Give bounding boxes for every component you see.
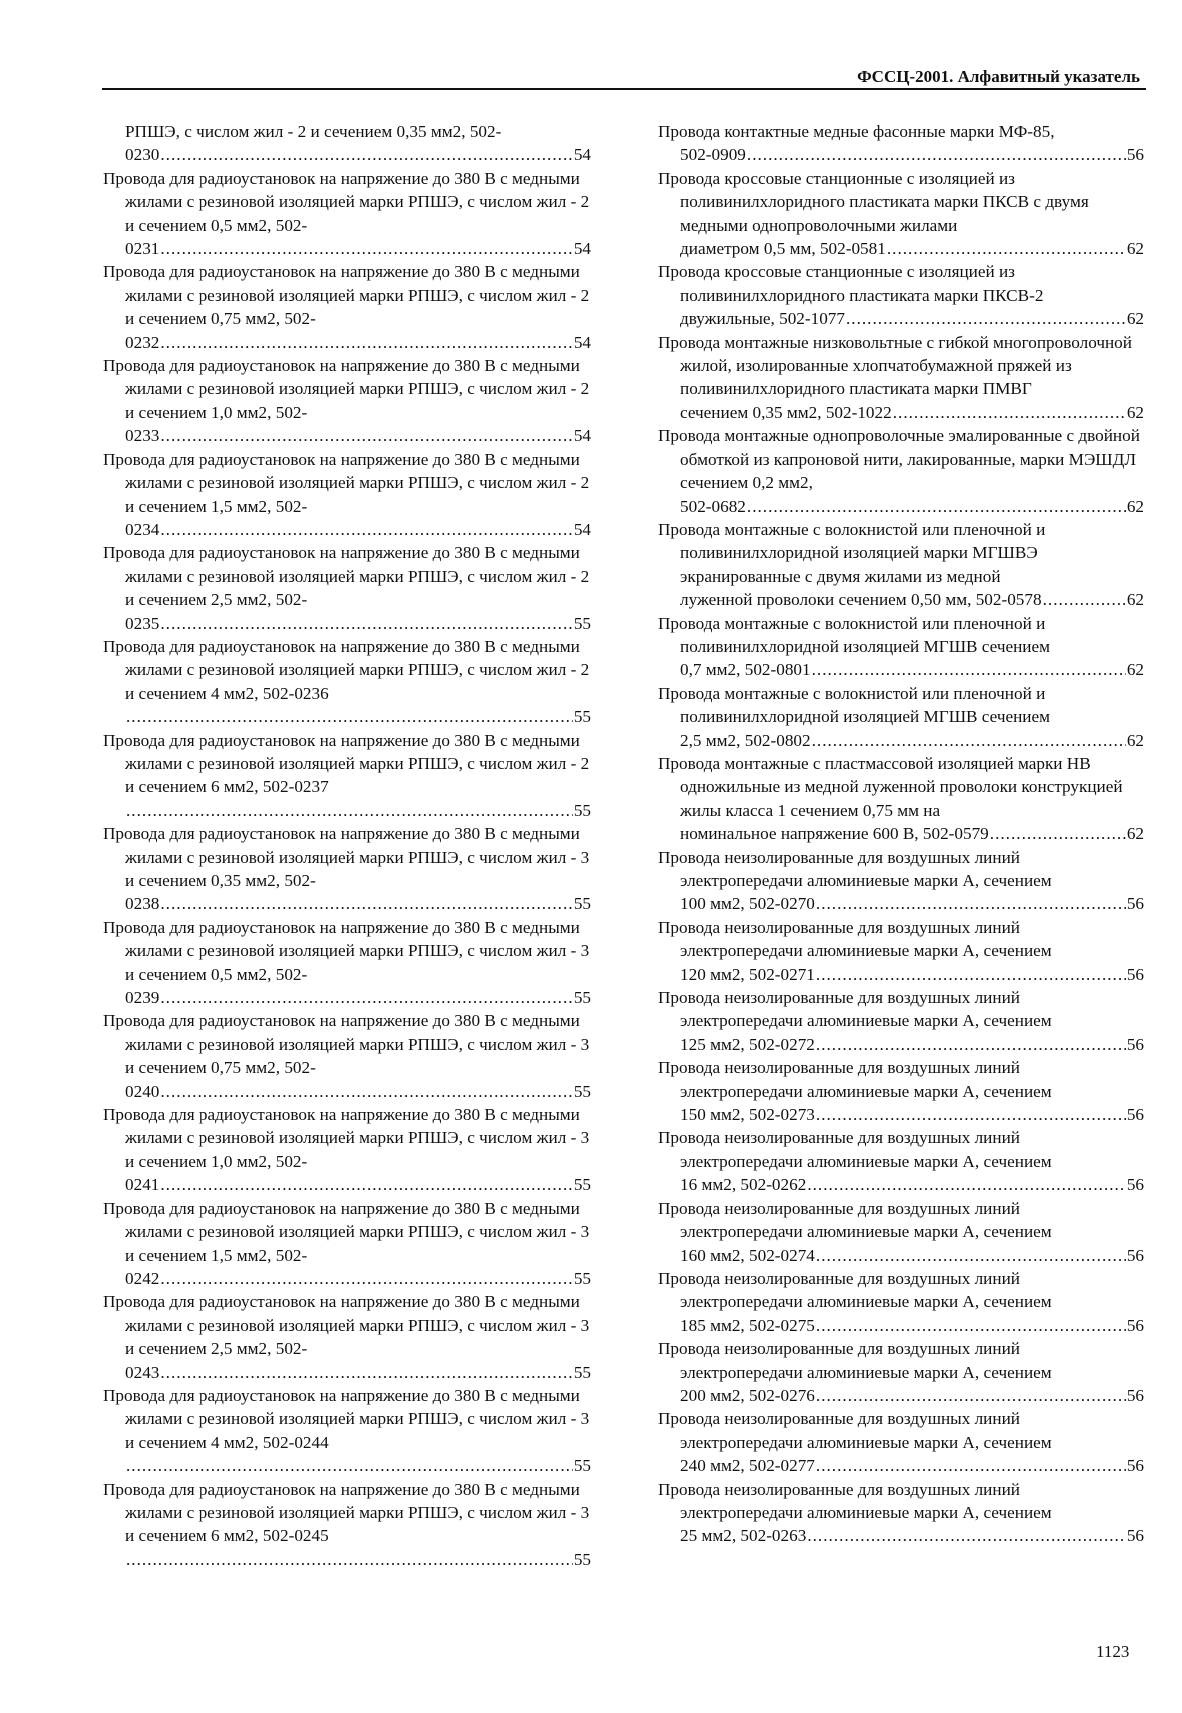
entry-text: Провода для радиоустановок на напряжение до 380 В с медными жилами с резиновой изоляцией марки РПШЭ, с числом жил - 2 и сечением 0,5 мм2, 502- [103,168,590,235]
entry-page-ref: 62 [1126,660,1144,680]
entry-page-ref: 54 [573,426,591,446]
entry-page-ref: 54 [573,145,591,165]
entry-page-ref: 62 [1126,309,1144,329]
entry-page-ref: 55 [573,1549,591,1569]
entry-leader-line [658,1033,1144,1056]
entry-code: сечением 0,35 мм2, 502-1022 [680,402,892,422]
entry-text: Провода неизолированные для воздушных линий электропередачи алюминиевые марки А, сечением [658,1058,1052,1101]
index-entry [103,167,591,261]
entry-code: 185 мм2, 502-0275 [680,1315,815,1335]
index-entry [658,986,1144,1056]
entry-code: 160 мм2, 502-0274 [680,1245,815,1265]
entry-page-ref: 54 [573,519,591,539]
entry-text: Провода для радиоустановок на напряжение до 380 В с медными жилами с резиновой изоляцией марки РПШЭ, с числом жил - 3 и сечением 1,0 мм2, 502- [103,1105,590,1171]
entry-leader-line [658,1173,1144,1196]
dot-leader [160,1361,572,1384]
index-entry [658,331,1144,425]
entry-page-ref: 62 [1126,402,1144,422]
dot-leader [126,705,573,728]
entry-page-ref: 56 [1126,145,1144,165]
entry-page-ref: 62 [1126,239,1144,259]
index-entry [658,424,1144,518]
entry-leader-line [658,237,1144,260]
index-entry [103,354,591,448]
index-entry [103,120,591,167]
dot-leader [160,1267,572,1290]
entry-leader-line [103,892,591,915]
entry-leader-line [658,495,1144,518]
dot-leader [126,1548,573,1571]
entry-page-ref: 54 [573,239,591,259]
entry-page-ref: 55 [573,1268,591,1288]
entry-leader-line [103,237,591,260]
entry-text: Провода неизолированные для воздушных линий электропередачи алюминиевые марки А, сечением [658,917,1052,961]
entry-page-ref: 55 [573,894,591,914]
entry-text: Провода для радиоустановок на напряжение до 380 В с медными жилами с резиновой изоляцией марки РПШЭ, с числом жил - 2 и сечением 0,75 мм2, 502- [103,262,590,329]
dot-leader [1043,588,1126,611]
page-header [102,66,1146,90]
entry-text: Провода неизолированные для воздушных линий электропередачи алюминиевые марки А, сечением [658,1339,1052,1382]
entry-code: 0234 [125,519,160,539]
index-entry [103,729,591,823]
index-entry [658,916,1144,986]
entry-text: Провода для радиоустановок на напряжение до 380 В с медными жилами с резиновой изоляцией марки РПШЭ, с числом жил - 3 и сечением 6 мм2, 502-0245 [103,1479,590,1546]
dot-leader [816,1103,1126,1126]
entry-leader-line [103,705,591,728]
entry-code: 502-0909 [680,145,746,165]
dot-leader [160,143,572,166]
entry-page-ref: 55 [573,988,591,1008]
entry-code: 200 мм2, 502-0276 [680,1385,815,1405]
index-entry [103,1197,591,1291]
entry-code: 0231 [125,239,160,259]
dot-leader [816,1314,1126,1337]
entry-leader-line [658,822,1144,845]
dot-leader [816,1454,1126,1477]
entry-page-ref: 54 [573,332,591,352]
dot-leader [126,799,573,822]
entry-code: номинальное напряжение 600 В, 502-0579 [680,824,989,844]
entry-page-ref: 62 [1126,730,1144,750]
entry-code: луженной проволоки сечением 0,50 мм, 502-0578 [680,590,1042,610]
entry-text: Провода для радиоустановок на напряжение до 380 В с медными жилами с резиновой изоляцией марки РПШЭ, с числом жил - 2 и сечением 1,5 мм2, 502- [103,449,590,516]
entry-leader-line [103,143,591,166]
entry-leader-line [658,307,1144,330]
index-entry [103,1103,591,1197]
entry-text: Провода монтажные с волокнистой или пленочной и поливинилхлоридной изоляцией марки МГШВЭ экранированные с двумя жилами из медной [658,519,1046,586]
entry-code: 25 мм2, 502-0263 [680,1526,807,1546]
index-entry [103,916,591,1010]
entry-text: Провода для радиоустановок на напряжение до 380 В с медными жилами с резиновой изоляцией марки РПШЭ, с числом жил - 3 и сечением 1,5 мм2, 502- [103,1198,590,1265]
index-column-right [658,120,1144,1548]
index-entry [103,448,591,542]
dot-leader [816,1384,1126,1407]
entry-text: Провода для радиоустановок на напряжение до 380 В с медными жилами с резиновой изоляцией марки РПШЭ, с числом жил - 2 и сечением 6 мм2, 502-0237 [103,730,590,797]
dot-leader [126,1454,573,1477]
index-entry [658,846,1144,916]
entry-code: 0242 [125,1268,160,1288]
entry-code: 0239 [125,988,160,1008]
dot-leader [160,612,572,635]
dot-leader [160,424,572,447]
index-entry [103,1290,591,1384]
entry-page-ref: 56 [1126,1456,1144,1476]
entry-code: 16 мм2, 502-0262 [680,1175,807,1195]
entry-leader-line [658,1454,1144,1477]
entry-page-ref: 56 [1126,1526,1144,1546]
index-entry [103,1384,591,1478]
entry-page-ref: 55 [573,613,591,633]
entry-text: Провода неизолированные для воздушных линий электропередачи алюминиевые марки А, сечением [658,1128,1052,1171]
dot-leader [160,331,572,354]
dot-leader [160,1173,572,1196]
dot-leader [990,822,1126,845]
entry-text: Провода монтажные низковольтные с гибкой многопроволочной жилой, изолированные хлопчатобумажной пряжей из поливинилхлоридного пластиката марки ПМВГ [658,332,1132,399]
index-entry [103,822,591,916]
dot-leader [747,495,1126,518]
dot-leader [887,237,1126,260]
entry-leader-line [103,1548,591,1571]
index-entry [658,682,1144,752]
dot-leader [807,1173,1126,1196]
entry-page-ref: 62 [1126,824,1144,844]
entry-leader-line [103,1080,591,1103]
entry-text: Провода для радиоустановок на напряжение до 380 В с медными жилами с резиновой изоляцией марки РПШЭ, с числом жил - 2 и сечением 4 мм2, 502-0236 [103,636,590,703]
entry-text: Провода для радиоустановок на напряжение до 380 В с медными жилами с резиновой изоляцией марки РПШЭ, с числом жил - 3 и сечением 4 мм2, 502-0244 [103,1385,590,1452]
entry-leader-line [658,963,1144,986]
index-entry [658,1056,1144,1126]
dot-leader [160,892,572,915]
entry-code: 150 мм2, 502-0273 [680,1105,815,1125]
entry-code: 0230 [125,145,160,165]
dot-leader [160,237,572,260]
dot-leader [812,729,1126,752]
entry-code: 240 мм2, 502-0277 [680,1456,815,1476]
entry-text: Провода монтажные с волокнистой или пленочной и поливинилхлоридной изоляцией МГШВ сечением [658,683,1051,727]
index-entry [103,1009,591,1103]
entry-text: Провода для радиоустановок на напряжение до 380 В с медными жилами с резиновой изоляцией марки РПШЭ, с числом жил - 2 и сечением 2,5 мм2, 502- [103,543,590,610]
entry-leader-line [103,799,591,822]
entry-page-ref: 55 [573,1081,591,1101]
entry-page-ref: 55 [573,800,591,820]
entry-code: 120 мм2, 502-0271 [680,964,815,984]
index-entry [658,612,1144,682]
entry-leader-line [103,612,591,635]
index-entry [103,541,591,635]
entry-leader-line [658,729,1144,752]
dot-leader [747,143,1126,166]
entry-page-ref: 56 [1126,1175,1144,1195]
entry-text: Провода кроссовые станционные с изоляцией из поливинилхлоридного пластиката марки ПКСВ с двумя медными однопроволочными жилами [658,168,1089,235]
entry-leader-line [103,331,591,354]
entry-code: 0232 [125,332,160,352]
entry-code: 0243 [125,1362,160,1382]
dot-leader [812,658,1126,681]
entry-leader-line [658,1524,1144,1547]
entry-leader-line [658,658,1144,681]
entry-text: Провода неизолированные для воздушных линий электропередачи алюминиевые марки А, сечением [658,1198,1052,1242]
dot-leader [846,307,1126,330]
entry-text: Провода монтажные однопроволочные эмалированные с двойной обмоткой из капроновой нити, лакированные, марки МЭШДЛ сечением 0,2 мм2, [658,426,1140,493]
index-entry [658,1478,1144,1548]
dot-leader [816,963,1126,986]
index-entry [658,1407,1144,1477]
index-entry [103,635,591,729]
entry-text: Провода неизолированные для воздушных линий электропередачи алюминиевые марки А, сечением [658,1409,1052,1452]
entry-leader-line [658,143,1144,166]
entry-text: Провода неизолированные для воздушных линий электропередачи алюминиевые марки А, сечением [658,847,1052,890]
entry-text: Провода для радиоустановок на напряжение до 380 В с медными жилами с резиновой изоляцией марки РПШЭ, с числом жил - 3 и сечением 0,35 мм2, 502- [103,824,590,890]
entry-leader-line [658,892,1144,915]
entry-page-ref: 56 [1126,1245,1144,1265]
entry-text: РПШЭ, с числом жил - 2 и сечением 0,35 мм2, 502- [125,122,502,141]
entry-text: Провода неизолированные для воздушных линий электропередачи алюминиевые марки А, сечением [658,1479,1052,1522]
header-title: ФССЦ-2001. Алфавитный указатель [857,67,1140,86]
entry-code: 0235 [125,613,160,633]
entry-code: 0233 [125,426,160,446]
dot-leader [816,1244,1126,1267]
entry-page-ref: 56 [1126,1034,1144,1054]
entry-page-ref: 62 [1126,496,1144,516]
index-entry [658,752,1144,846]
entry-leader-line [658,401,1144,424]
entry-text: Провода контактные медные фасонные марки МФ-85, [658,122,1055,141]
index-entry [658,1197,1144,1267]
entry-leader-line [103,986,591,1009]
entry-text: Провода для радиоустановок на напряжение до 380 В с медными жилами с резиновой изоляцией марки РПШЭ, с числом жил - 3 и сечением 0,5 мм2, 502- [103,917,590,984]
entry-code: 0241 [125,1175,160,1195]
dot-leader [160,518,572,541]
dot-leader [816,1033,1126,1056]
entry-page-ref: 62 [1126,590,1144,610]
dot-leader [160,1080,572,1103]
index-column-left [103,120,591,1571]
entry-code: 2,5 мм2, 502-0802 [680,730,811,750]
entry-text: Провода монтажные с волокнистой или пленочной и поливинилхлоридной изоляцией МГШВ сечением [658,613,1051,656]
index-entry [658,120,1144,167]
entry-page-ref: 56 [1126,1385,1144,1405]
entry-code: 0238 [125,894,160,914]
entry-code: 502-0682 [680,496,746,516]
entry-page-ref: 56 [1126,894,1144,914]
dot-leader [807,1524,1126,1547]
index-entry [658,1267,1144,1337]
entry-code: диаметром 0,5 мм, 502-0581 [680,239,886,259]
entry-text: Провода неизолированные для воздушных линий электропередачи алюминиевые марки А, сечением [658,988,1052,1031]
entry-text: Провода монтажные с пластмассовой изоляцией марки НВ одножильные из медной луженной проволоки конструкцией жилы класса 1 сечением 0,75 мм на [658,753,1123,820]
entry-leader-line [658,1244,1144,1267]
index-entry [658,167,1144,261]
entry-page-ref: 56 [1126,1315,1144,1335]
entry-text: Провода для радиоустановок на напряжение до 380 В с медными жилами с резиновой изоляцией марки РПШЭ, с числом жил - 3 и сечением 0,75 мм2, 502- [103,1011,590,1078]
entry-leader-line [658,1314,1144,1337]
entry-leader-line [103,518,591,541]
index-entry [103,260,591,354]
entry-page-ref: 55 [573,1362,591,1382]
entry-leader-line [658,588,1144,611]
entry-page-ref: 55 [573,1456,591,1476]
dot-leader [160,986,572,1009]
entry-page-ref: 55 [573,1175,591,1195]
entry-code: 100 мм2, 502-0270 [680,894,815,914]
page-number: 1123 [1096,1642,1130,1661]
entry-code: двужильные, 502-1077 [680,309,845,329]
index-entry [658,1126,1144,1196]
entry-leader-line [103,1267,591,1290]
index-entry [103,1478,591,1572]
dot-leader [816,892,1126,915]
dot-leader [893,401,1126,424]
entry-leader-line [103,1173,591,1196]
entry-text: Провода кроссовые станционные с изоляцией из поливинилхлоридного пластиката марки ПКСВ-2 [658,262,1044,305]
entry-code: 0,7 мм2, 502-0801 [680,660,811,680]
index-entry [658,260,1144,330]
entry-page-ref: 56 [1126,964,1144,984]
entry-code: 0240 [125,1081,160,1101]
index-entry [658,1337,1144,1407]
entry-leader-line [103,424,591,447]
index-entry [658,518,1144,612]
entry-leader-line [658,1103,1144,1126]
entry-leader-line [103,1454,591,1477]
entry-text: Провода неизолированные для воздушных линий электропередачи алюминиевые марки А, сечением [658,1268,1052,1312]
entry-leader-line [103,1361,591,1384]
entry-page-ref: 55 [573,707,591,727]
entry-code: 125 мм2, 502-0272 [680,1034,815,1054]
entry-leader-line [658,1384,1144,1407]
entry-text: Провода для радиоустановок на напряжение до 380 В с медными жилами с резиновой изоляцией марки РПШЭ, с числом жил - 2 и сечением 1,0 мм2, 502- [103,356,590,422]
entry-page-ref: 56 [1126,1105,1144,1125]
entry-text: Провода для радиоустановок на напряжение до 380 В с медными жилами с резиновой изоляцией марки РПШЭ, с числом жил - 3 и сечением 2,5 мм2, 502- [103,1292,590,1359]
